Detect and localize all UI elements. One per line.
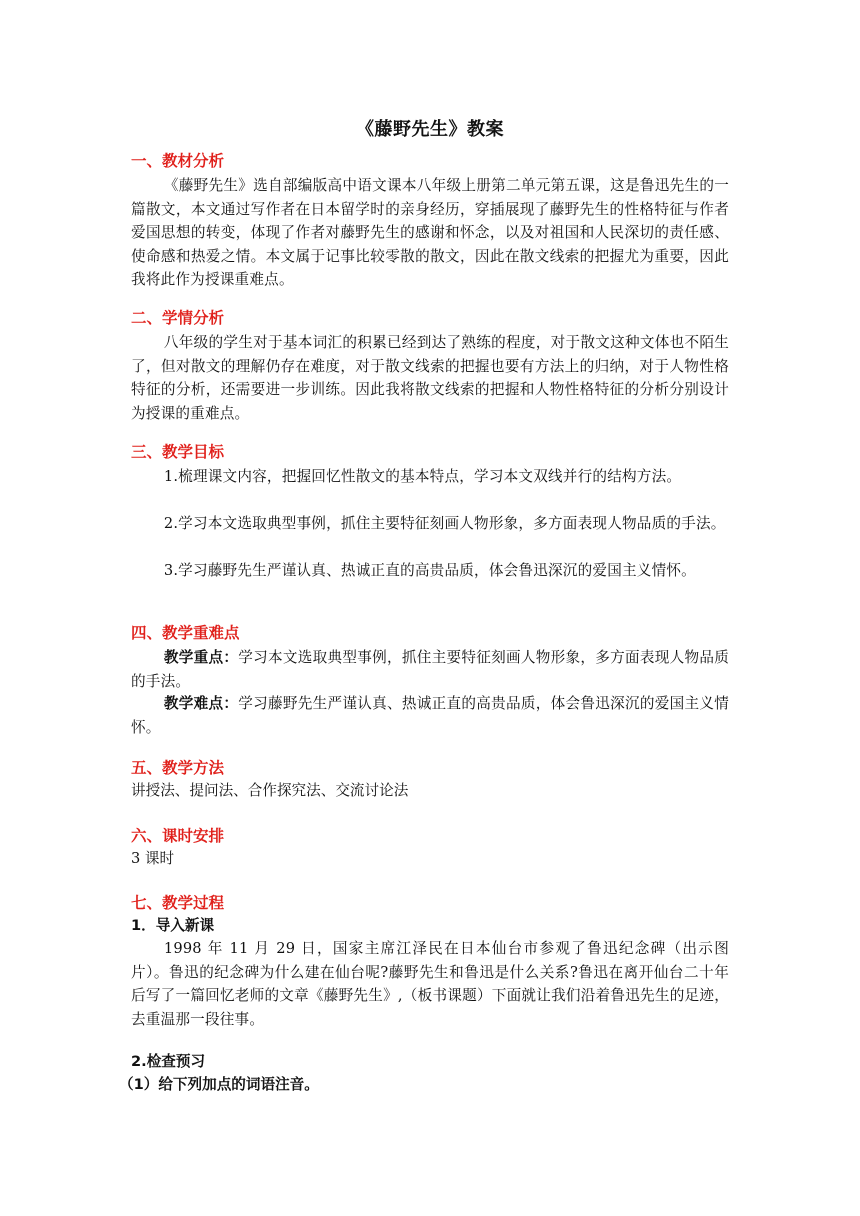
step-1-body: 1998 年 11 月 29 日，国家主席江泽民在日本仙台市参观了鲁迅纪念碑（出示图片）。鲁迅的纪念碑为什么建在仙台呢?藤野先生和鲁迅是什么关系?鲁迅在离开仙台二十年后写了一篇回忆老师的文章《藤野先生》,（板书课题）下面就让我们沿着鲁迅先生的足迹，去重温那一段往事。 xyxy=(131,940,729,1028)
teaching-difficult-point-label: 教学难点： xyxy=(163,695,239,712)
section-body-teaching-methods: 讲授法、提问法、合作探究法、交流讨论法 xyxy=(131,782,409,799)
document-title: 《藤野先生》教案 xyxy=(356,119,504,140)
section-heading-teaching-methods: 五、教学方法 xyxy=(131,759,225,777)
section-heading-key-difficult-points: 四、教学重难点 xyxy=(131,624,240,642)
section-heading-class-hours: 六、课时安排 xyxy=(131,827,225,845)
section-heading-teaching-process: 七、教学过程 xyxy=(131,894,225,912)
teaching-goal-3: 3.学习藤野先生严谨认真、热诚正直的高贵品质，体会鲁迅深沉的爱国主义情怀。 xyxy=(163,562,696,579)
teaching-goal-1: 1.梳理课文内容，把握回忆性散文的基本特点，学习本文双线并行的结构方法。 xyxy=(163,468,682,485)
teaching-difficult-point-text: 学习藤野先生严谨认真、热诚正直的高贵品质，体会鲁迅深沉的爱国主义情怀。 xyxy=(131,695,729,736)
teaching-key-point-text: 学习本文选取典型事例，抓住主要特征刻画人物形象，多方面表现人物品质的手法。 xyxy=(131,649,729,690)
step-1-title: 1．导入新课 xyxy=(131,917,215,934)
teaching-difficult-point xyxy=(131,692,729,739)
step-2-subtitle: （1）给下列加点的词语注音。 xyxy=(119,1076,319,1093)
section-heading-student-analysis: 二、学情分析 xyxy=(131,309,225,327)
section-body-textbook-analysis: 《藤野先生》选自部编版高中语文课本八年级上册第二单元第五课，这是鲁迅先生的一篇散文，本文通过写作者在日本留学时的亲身经历，穿插展现了藤野先生的性格特征与作者爱国思想的转变，体现了作者对藤野先生的感谢和怀念，以及对祖国和人民深切的责任感、使命感和热爱之情。本文属于记事比较零散的散文，因此在散文线索的把握尤为重要，因此我将此作为授课重难点。 xyxy=(131,177,729,288)
section-heading-teaching-goals: 三、教学目标 xyxy=(131,443,225,461)
section-heading-textbook-analysis: 一、教材分析 xyxy=(131,152,225,170)
section-body-class-hours: 3 课时 xyxy=(131,850,175,867)
teaching-key-point-label: 教学重点： xyxy=(163,649,239,666)
teaching-key-point xyxy=(131,646,729,693)
section-body-student-analysis: 八年级的学生对于基本词汇的积累已经到达了熟练的程度，对于散文这种文体也不陌生了，但对散文的理解仍存在难度，对于散文线索的把握也要有方法上的归纳，对于人物性格特征的分析，还需要进一步训练。因此我将散文线索的把握和人物性格特征的分析分别设计为授课的重难点。 xyxy=(131,334,729,422)
teaching-goal-2: 2.学习本文选取典型事例，抓住主要特征刻画人物形象，多方面表现人物品质的手法。 xyxy=(163,515,726,532)
step-2-title: 2.检查预习 xyxy=(131,1053,206,1070)
